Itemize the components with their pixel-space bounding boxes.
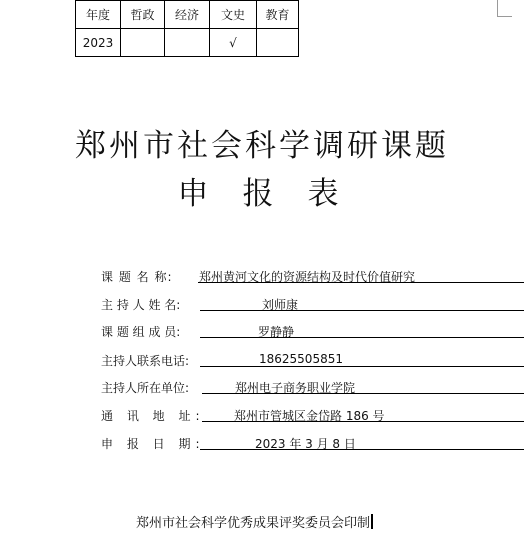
- footer-text: 郑州市社会科学优秀成果评奖委员会印制: [136, 516, 371, 531]
- page-corner-mark-left: [14, 0, 28, 22]
- topic-value[interactable]: 郑州黄河文化的资源结构及时代价值研究: [199, 270, 416, 284]
- members-value[interactable]: 罗静静: [258, 325, 295, 339]
- header-education: 教育: [257, 1, 299, 29]
- phone-label: 主持人联系电话:: [101, 354, 190, 368]
- header-literature-history: 文史: [210, 1, 257, 29]
- category-table: [75, 0, 299, 57]
- category-table-header-row: [76, 1, 299, 29]
- date-underline: [200, 449, 524, 450]
- date-value[interactable]: 2023 年 3 月 8 日: [255, 437, 356, 451]
- value-education[interactable]: [257, 29, 299, 57]
- category-table-value-row: [76, 29, 299, 57]
- page-corner-mark-right: [497, 0, 512, 17]
- host-label: 主 持 人 姓 名:: [101, 298, 181, 312]
- unit-label: 主持人所在单位:: [101, 381, 190, 395]
- header-economics: 经济: [165, 1, 210, 29]
- members-label: 课 题 组 成 员:: [101, 325, 181, 339]
- header-philosophy-politics: 哲政: [121, 1, 165, 29]
- date-label: 申 报 日 期:: [101, 437, 205, 451]
- phone-value[interactable]: 18625505851: [259, 352, 343, 366]
- footer-issuer: [136, 512, 373, 531]
- members-underline: [200, 337, 524, 338]
- text-cursor: [371, 514, 373, 529]
- address-value[interactable]: 郑州市管城区金岱路 186 号: [234, 409, 385, 423]
- value-year[interactable]: 2023: [76, 29, 121, 57]
- phone-underline: [200, 366, 524, 367]
- host-underline: [200, 310, 524, 311]
- document-subtitle: 申报表: [177, 176, 373, 212]
- host-value[interactable]: 刘师康: [262, 298, 299, 312]
- topic-label: 课 题 名 称:: [101, 270, 173, 284]
- document-title: 郑州市社会科学调研课题: [75, 128, 449, 164]
- value-literature-history[interactable]: √: [210, 29, 257, 57]
- header-year: 年度: [76, 1, 121, 29]
- value-philosophy-politics[interactable]: [121, 29, 165, 57]
- unit-value[interactable]: 郑州电子商务职业学院: [235, 381, 356, 395]
- value-economics[interactable]: [165, 29, 210, 57]
- address-label: 通 讯 地 址:: [101, 409, 205, 423]
